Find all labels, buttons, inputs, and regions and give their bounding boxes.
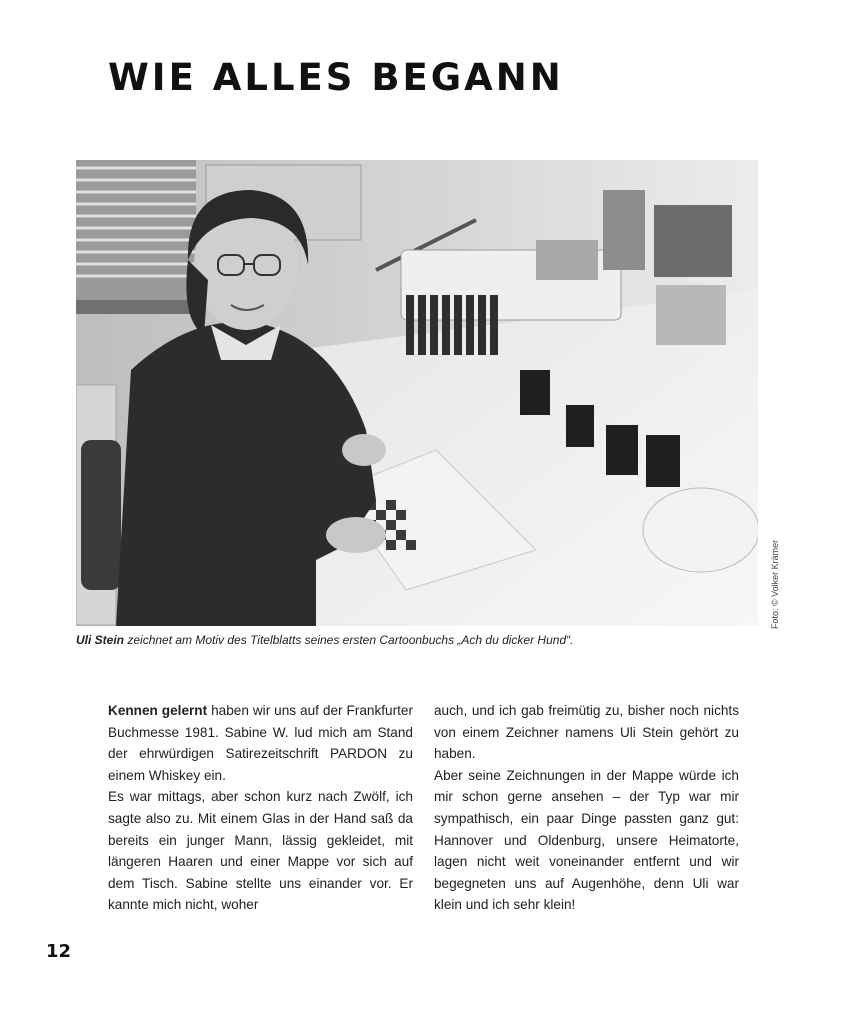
artist-photo [76,160,758,626]
wall-photo-face [654,205,732,277]
text-column-right [434,700,739,916]
photo-caption [76,633,736,647]
page-title: WIE ALLES BEGANN [108,56,564,99]
caption-name: Uli Stein [76,633,125,647]
wall-postcard [536,240,598,280]
wall-photo-baby [603,190,645,270]
page-number: 12 [46,941,72,962]
photo-credit: Foto: © Volker Krämer [770,539,780,629]
window-blinds [76,160,201,314]
photo-illustration [76,160,758,626]
caption-text: zeichnet am Motiv des Titelblatts seines ersten Cartoonbuchs „Ach du dicker Hund“. [124,633,574,647]
ashtray [643,488,758,572]
text-column-left [108,700,413,916]
paragraph: auch, und ich gab freimütig zu, bisher noch nichts von einem Zeichner namens Uli Stein gehört zu haben. [434,703,739,762]
lead-in: Kennen gelernt [108,703,208,718]
paragraph: Aber seine Zeichnungen in der Mappe würde ich mir schon gerne ansehen – der Typ war mir sympathisch, ein paar Dinge passten ganz gut: Hannover und Oldenburg, unsere Heimatorte, lagen nicht weit voneinander entfernt und wir begegneten uns auf Augenhöhe, denn Uli war klein und ich sehr klein! [434,767,739,913]
paragraph [108,700,413,786]
wall-clippings [656,285,726,345]
chair [81,440,121,590]
paragraph: Es war mittags, aber schon kurz nach Zwölf, ich sagte also zu. Mit einem Glas in der Hand saß da bereits ein junger Mann, lässig gekleidet, mit längeren Haaren und einer Mappe vor sich auf dem Tisch. Sabine stellte uns einander vor. Er kannte mich nicht, woher [108,789,413,913]
paragraph-text: haben wir uns auf der Frankfurter Buchmesse 1981. Sabine W. lud mich am Stand der ehrwürdigen Satirezeitschrift PARDON zu einem Whiskey ein. [108,703,414,783]
